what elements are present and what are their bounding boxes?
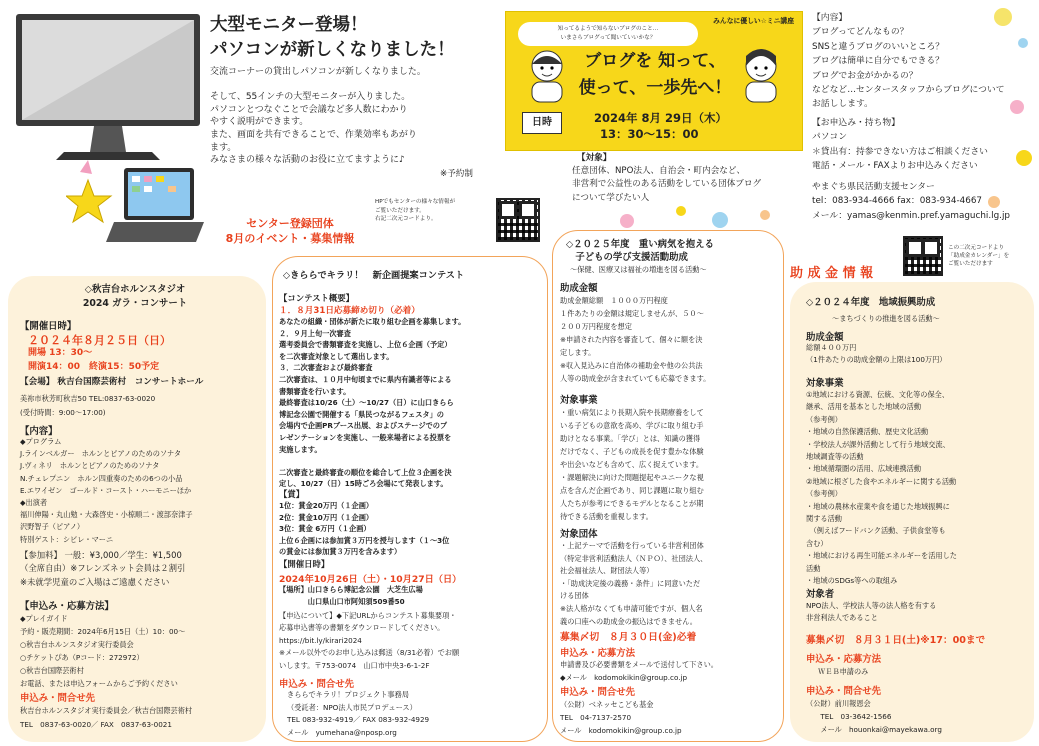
horn-address: 美祢市秋芳町秋吉50 TEL:0837-63-0020 (受付時間：9:00〜17:00) (20, 394, 156, 417)
monitor-illustration (14, 12, 202, 162)
regional-apply-heading: 申込み・応募方法 (806, 654, 882, 665)
horn-date-heading: 【開催日時】 (20, 321, 77, 332)
regional-contact: （公財）前川報恩会 TEL 03-3642-1566 メール houonkai@mayekawa.org (806, 699, 942, 734)
blog-target: 任意団体、NPO法人、自治会・町内会など、 非営利で公益性のある活動をしている団体ブログ について学びたい人 (572, 166, 762, 203)
hp-qr-code[interactable] (496, 198, 540, 242)
hp-qr-caption: HPでもセンターの様々な情報が ご覧いただけます。 右記二次元コードより。 (375, 199, 456, 222)
regional-target: NPO法人、学校法人等の法人格を有する 非営利法人であること (806, 601, 937, 623)
regional-contact-heading: 申込み・問合せ先 (806, 686, 882, 697)
regional-title: ◇２０２４年度 地域振興助成 (806, 297, 936, 308)
blog-date: 2024年 8月 29日（木） (594, 111, 728, 125)
regional-amount-heading: 助成金額 (806, 332, 844, 343)
benesse-subtitle: 〜保健、医療又は福祉の増進を図る活動〜 (570, 265, 707, 274)
blog-time: 13：30〜15：00 (600, 127, 699, 141)
benesse-project: ・重い病気により長期入院や長期療養をして いる子どもの意欲を高め、学びに取り組む手 助けとなる事業。「学び」とは、知識の獲得 だけでなく、子どもの成長を促す豊かな体験 や出会いなども含めて、広く捉えています。 ・課題解決に向けた問題提起やユニークな視 点を含んだ企画であり、同じ課題に取り組む 人たちが参考にできるモデルとなることが期 待できる活動を重視します。 (560, 408, 704, 521)
kirari-overview-heading: 【コンテスト概要】 (279, 293, 355, 303)
horn-apply: ◆プレイガイド 予約・販売期間：2024年6月15日（土）10：00〜 ○秋吉台ホルンスタジオ実行委員会 ○チケットぴあ（Pコード：272972） ○秋吉台国際芸術村 お電話、または申込フォームからご予約ください (20, 614, 186, 688)
horn-contact: 秋吉台ホルンスタジオ実行委員会／秋吉台国際芸術村 TEL 0837-63-0020／ FAX 0837-63-0021 (20, 706, 193, 729)
blog-flyer (505, 11, 803, 151)
laptop-illustration (66, 160, 206, 260)
kirari-title: ◇きららでキラリ！ 新企画提案コンテスト (283, 270, 465, 281)
blog-series-tag: みんなに優しい☆ミニ講座 (713, 17, 794, 25)
regional-subtitle: 〜まちづくりの推進を図る活動〜 (832, 314, 940, 323)
blog-contact: やまぐち県民活動支援センター tel：083-934-4666 fax：083-934-4667 メール：yamas@kenmin.pref.yamaguchi.lg.jp (812, 182, 1010, 221)
blog-title: ブログを 知って、 使って、一歩先へ！ (578, 51, 732, 98)
blog-date-label: 日時 (522, 112, 562, 134)
blog-speech-bubble: 知ってるようで知らないブログのこと… いまさらブログって聞いていいかな？ (518, 22, 698, 46)
blog-apply: 【お申込み・持ち物】 パソコン ＊貸出有：持参できない方はご相談ください 電話・メール・FAXよりお申込みください (812, 118, 988, 172)
benesse-group: ・上記テーマで活動を行っている非営利団体 （特定非営利活動法人（ＮＰＯ）、社団法人、 社会福祉法人、財団法人等） ・「助成決定後の義務・条件」に同意いただ ける団体 ※法人格がなくても申請可能ですが、個人名 義の口座への助成金の振込はできません。 (560, 541, 708, 626)
kirari-prize-heading: 【賞】 (279, 489, 305, 499)
benesse-group-heading: 対象団体 (560, 529, 598, 540)
decor-dot (712, 212, 728, 228)
benesse-title: ◇２０２５年度 重い病気を抱える 子どもの学び支援活動助成 (566, 239, 714, 263)
kirari-deadline: １．８月31日応募締め切り（必着） (279, 306, 420, 316)
grant-calendar-qr[interactable] (903, 236, 943, 276)
decor-dot (676, 206, 686, 216)
headline: 大型モニター登場！ パソコンが新しくなりました！ (210, 15, 455, 60)
kirari-contact-heading: 申込み・問合せ先 (279, 679, 355, 690)
monitor-description: 交流コーナーの貸出しパソコンが新しくなりました。 そして、55インチの大型モニターが入りました。 パソコンとつなぐことで会議など多人数にわかり やすく説明ができます。 また、画面を共有できることで、作業効率もあがり ます。 みなさまの様々な活動のお役に立てますように♪ (210, 67, 426, 166)
blog-target-heading: 【対象】 (577, 153, 612, 163)
regional-project-heading: 対象事業 (806, 378, 844, 389)
kirari-contact: きららでキラリ！プロジェクト事務局 （受託者：NPO法人市民プロデュース） TEL 083-932-4919／ FAX 083-932-4929 メール yumehana@nposp.org (287, 690, 430, 737)
horn-fee: 【参加料】 一般：¥3,000／学生：¥1,500 （全席自由）※フレンズネット会員は２割引 ※未就学児童のご入場はご遠慮ください (20, 550, 186, 587)
regional-amount: 総額４００万円 （1件あたりの助成金額の上限は100万円） (806, 343, 947, 365)
person-right-icon (738, 48, 784, 104)
benesse-amount-heading: 助成金額 (560, 283, 598, 294)
benesse-contact-heading: 申込み・問合せ先 (560, 687, 636, 698)
grants-section-title: 助 成 金 情 報 (790, 266, 874, 281)
reservation-note: ※予約制 (440, 169, 473, 179)
horn-time: 開場 13：30〜 開演14：00 終演15：50予定 (28, 348, 160, 372)
benesse-apply-heading: 申込み・応募方法 (560, 648, 636, 659)
events-section-title: センター登録団体 8月のイベント・募集情報 (225, 217, 355, 245)
horn-date: ２０２４年８月２５日（日） (28, 334, 171, 347)
horn-content-heading: 【内容】 (20, 426, 58, 437)
benesse-amount: 助成金額総額 １０００万円程度 １件あたりの金額は規定しませんが、５０〜 ２００万円程度を想定 ※申請された内容を審査して、個々に額を決 定します。 ※収入見込みに自治体の補助金や他の公共法 人等の助成金が含まれていても応募できます。 (560, 296, 711, 383)
kirari-dates-heading: 【開催日時】 (279, 559, 330, 569)
kirari-dates: 2024年10月26日（土）・10月27日（日） (279, 574, 462, 585)
horn-apply-heading: 【申込み・応募方法】 (20, 601, 114, 612)
benesse-apply: 申請書及び必要書類をメールで送付して下さい。 ◆メール kodomokikin@group.co.jp (560, 660, 718, 682)
blog-content: 【内容】 ブログってどんなもの？ SNSと違うブログのいいところ？ ブログは簡単に自分でもできる？ ブログでお金がかかるの？ などなど…センタースタッフからブログについて お話しします。 (812, 13, 1005, 110)
kirari-venue: 【場所】山口きらら博記念公園 大芝生広場 山口県山口市阿知須509番50 (279, 585, 423, 606)
horn-program: ◆プログラム J.ラインベルガー ホルンとピアノのためのソナタ J.ヴィネリ ホルンとピアノのためのソナタ N.チェレプニン ホルン四重奏のための6つの小品 E.エワイゼン ゴールド・コースト・ハーモニーほか ◆出演者 福川伸陽・丸山勉・大森啓史・小椋順二・渡部奈津子 沢野智子（ピアノ） 特別ゲスト：シビレ・マーニ (20, 437, 193, 544)
benesse-deadline: 募集〆切 ８月３０日(金)必着 (560, 632, 697, 643)
horn-venue: 【会場】 秋吉台国際芸術村 コンサートホール (20, 377, 204, 387)
regional-target-heading: 対象者 (806, 589, 835, 600)
regional-deadline: 募集〆切 ８月３１日(土)※17：00まで (806, 635, 986, 646)
kirari-prize: 1位：賞金20万円（１企画） 2位：賞金10万円（１企画） 3位：賞金 6万円（１企画） 上位６企画には参加賞３万円を授与します（１〜3位 の賞金には参加賞３万円を含みます） (279, 501, 450, 557)
regional-apply: ＷＥＢ申請のみ (818, 667, 869, 676)
grant-calendar-qr-caption: この二次元コードより 「助成金カレンダー」を ご覧いただけます (948, 245, 1010, 268)
person-left-icon (524, 48, 570, 104)
decor-dot (620, 214, 634, 228)
kirari-body: あなたの組織・団体が新たに取り組む企画を募集します。 ２．９月上旬一次審査 選考委員会で書類審査を実施し、上位６企画（予定） を二次審査対象として選出します。 ３．二次審査および最終審査 二次審査は、１０月中旬頃までに県内有識者等による 書類審査を行います。 最終審査は10/26（土）〜10/27（日）に山口きらら 博記念公園で開催する「県民つながるフェスタ」の 会場内で企画PRブース出展、およびステージでのプ レゼンテーションを実施し、一般来場者による投票を 実施します。 二次審査と最終審査の順位を総合して上位３企画を決 定し、10/27（日）15時ごろ会場にて発表します。 (279, 317, 466, 489)
benesse-project-heading: 対象事業 (560, 395, 598, 406)
decor-dot (760, 210, 770, 220)
horn-title: ◇秋吉台ホルンスタジオ 2024 ガラ・コンサート (82, 284, 188, 309)
regional-project: ①地域における資源、伝統、文化等の保全、 継承、活用を基本とした地域の活動 （参考例） ・地域の自然保護活動、歴史文化活動 ・学校法人が課外活動として行う地域交流、 地域調査等の活動 ・地域循環圏の活用、広域連携活動 ②地域に根ざした食やエネルギーに関する活動 （参考例） ・地域の農林水産業や食を通じた地域振興に 関する活動 （例えばフードバンク活動、子供食堂等も 含む） ・地域における再生可能エネルギーを活用した 活動 ・地域のSDGs等への取組み (806, 390, 957, 586)
benesse-contact: （公財）ベネッセこども基金 TEL 04-7137-2570 メール kodomokikin@group.co.jp (560, 700, 682, 735)
kirari-about: 【申込について】◆下記URLからコンテスト募集要項・ 応募申込書等の書類をダウンロードしてください。 https://bit.ly/kirari2024 ※メール以外でのお申し込みは郵送（8/31必着）でお願 いします。〒753-0074 山口市中央3-6-1-2F (279, 611, 460, 670)
horn-contact-heading: 申込み・問合せ先 (20, 693, 96, 704)
